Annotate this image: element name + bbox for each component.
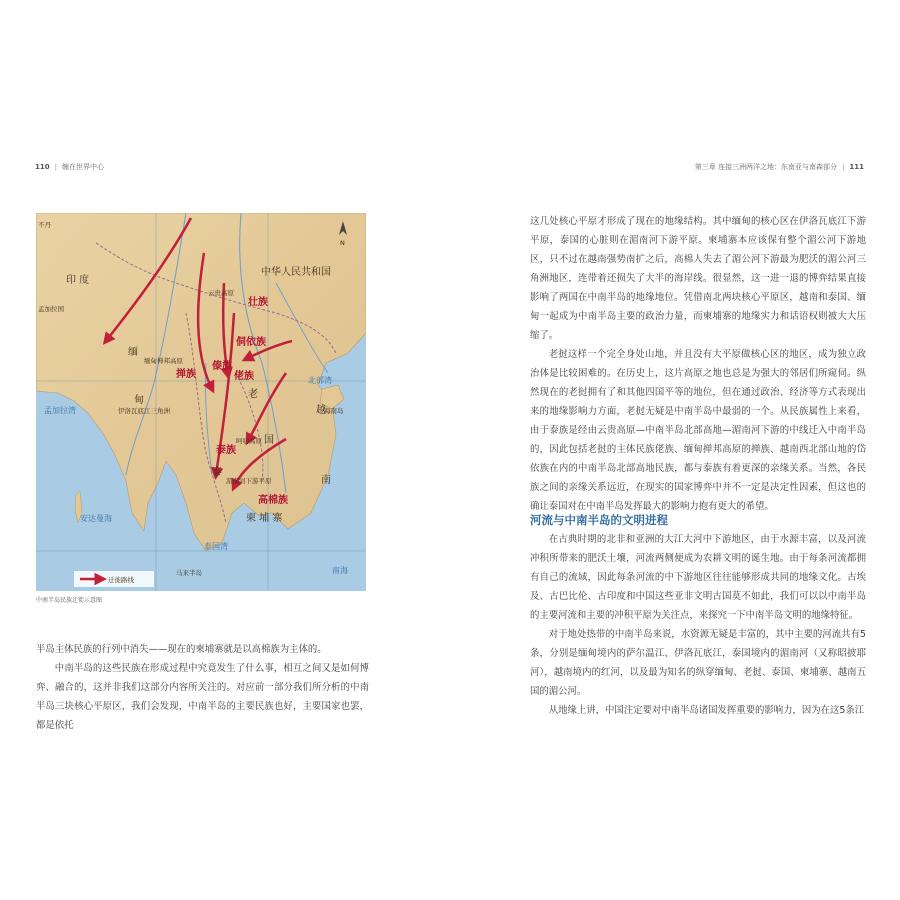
paragraph: 这几处核心平原才形成了现在的地缘结构。其中缅甸的核心区在伊洛瓦底江下游平原，泰国的心脏则在湄南河下游平原。柬埔寨本应该保有整个湄公河下游地区，只不过在越南强势南扩之后，高棉人失去了湄公河下游最为肥沃的湄公河三角洲地区，连带着还损失了大半的海岸线。很显然，这一进一退的博弈结果直接影响了两国在中南半岛的地缘地位。凭借南北两块核心平原区，越南和泰国、缅甸一起成为中南半岛主要的政治力量，而柬埔寨的地缘实力和话语权则被大大压缩了。 [530,216,866,341]
right-page-number: 111 [849,163,864,171]
map-label-yunnan-plateau: 云贵高原 [208,289,234,297]
left-page-number: 110 [35,163,50,171]
map-label-burma: 缅 [128,347,138,358]
north-arrow-label: N [340,239,345,247]
paragraph: 老挝这样一个完全身处山地，并且没有大平原做核心区的地区，成为独立政治体是比较困难的。在历史上，这片高原之地也总是为强大的邻居们所窥伺。纵然现在的老挝拥有了和其他四国平等的地位，但在通过政治、经济等方式表现出来的地缘影响力方面，老挝无疑是中南半岛中最弱的一个。从民族属性上来看，由于泰族是经由云贵高原—中南半岛北部高地—湄南河下游的中线迁入中南半岛的，因此包括老挝的主体民族佬族、缅甸掸邦高原的掸族、越南西北部山地的岱依族在内的中南半岛北部高地民族，都与泰族有着更深的亲缘关系。当然，各民族之间的亲缘关系远近，在现实的国家博弈中并不一定是决定性因素，但这也的确让泰国对在中南半岛发挥最大的影响力抱有更大的希望。 [530,349,866,512]
map-label-shan-plateau: 缅甸掸邦高原 [144,357,183,365]
map-caption: 中南半岛民族迁徙示意图 [36,597,103,604]
left-header-title: 缠在世界中心 [61,163,104,171]
map-label-thai-people: 泰族 [216,445,236,456]
map-label-hainan: 海南岛 [324,407,344,415]
map-label-cambodia: 柬 埔 寨 [246,513,283,524]
map-label-dian: 甸 [134,395,144,406]
map-svg [36,213,366,591]
paragraph: 中南半岛的这些民族在形成过程中究竟发生了什么事，相互之间又是如何博弈、融合的，这并非我们这部分内容所关注的。对应前一部分我们所分析的中南半岛三块核心平原区，我们会发现，中南半岛的主要民族也好，主要国家也罢，都是依托 [36,663,369,731]
map-label-lao-people: 佬族 [234,371,254,382]
map-label-thailand: 泰 [212,467,222,478]
right-header-title: 第三章 连接三洲两洋之地：东南亚与南森部分 [694,163,838,171]
right-body-text-1 [530,212,866,516]
map-label-malay: 马来半岛 [176,569,202,577]
paragraph: 半岛主体民族的行列中消失——现在的柬埔寨就是以高棉族为主体的。 [36,644,327,655]
map-label-south: 南 [321,475,331,486]
paragraph: 对于地处热带的中南半岛来说，水资源无疑是丰富的，其中主要的河流共有5条，分别是缅甸境内的萨尔温江、伊洛瓦底江，泰国境内的湄南河（又称昭披耶河），越南境内的红河，以及最为知名的纵穿缅甸、老挝、泰国、柬埔寨、越南五国的湄公河。 [530,629,866,697]
paragraph: 从地缘上讲，中国注定要对中南半岛诸国发挥重要的影响力，因为在这5条江 [548,705,865,716]
map-label-andaman-sea: 安达曼海 [80,514,112,523]
map-label-khmer: 高棉族 [258,495,288,506]
legend-route-label: 迁徙路线 [108,576,134,584]
left-page-header: 110 | 缠在世界中心 [35,163,104,171]
map-label-gulf-thailand: 泰国湾 [204,542,228,551]
map-label-india: 印 度 [66,275,90,286]
map-label-vietnam: 越 [316,405,326,416]
map-label-gulf-tonkin: 北部湾 [308,376,332,385]
migration-map [36,213,366,591]
map-label-laos: 老 [248,389,258,400]
paragraph: 在古典时期的北非和亚洲的大江大河中下游地区，由于水源丰富，以及河流冲积所带来的肥沃土壤，河流两侧便成为农耕文明的诞生地。由于每条河流都拥有自己的流域，因此每条河流的中下游地区往往能够形成共同的地缘文化。古埃及、古巴比伦、古印度和中国这些亚非文明古国莫不如此，我们可以以中南半岛的主要河流和主要的冲积平原为关注点，来探究一下中南半岛文明的地缘特征。 [530,534,866,621]
map-label-zhuang: 壮族 [248,297,268,308]
right-page-header: 第三章 连接三洲两洋之地：东南亚与南森部分 | 111 [694,163,864,171]
right-body-text-2 [530,530,866,720]
map-label-guo: 国 [264,435,274,446]
map-label-bay-bengal: 孟加拉湾 [44,406,76,415]
map-label-dai: 傣族 [212,361,232,372]
map-label-shan-people: 掸族 [176,369,196,380]
map-label-dong: 侗依族 [236,337,266,348]
map-label-irrawaddy: 伊洛瓦底江三角洲 [118,407,170,415]
map-label-chao-phraya: 湄南河下游平原 [226,477,272,485]
map-label-china: 中华人民共和国 [261,267,331,278]
map-label-budan: 不丹 [38,221,51,229]
left-body-text [36,640,369,735]
section-title: 河流与中南半岛的文明进程 [530,513,668,527]
map-label-bangladesh: 孟加拉国 [38,305,64,313]
map-label-south-china-sea: 南海 [332,566,348,575]
map-legend [74,571,154,587]
map-label-khorat: 呵叻高原 [236,437,262,445]
